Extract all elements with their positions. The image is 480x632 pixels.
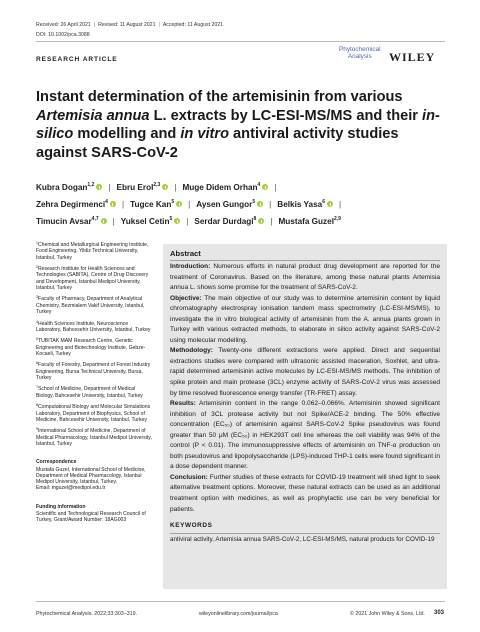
header-divider — [36, 41, 445, 42]
wiley-logo[interactable]: WILEY — [389, 50, 436, 64]
title-text: antiviral activity studies against SARS-CoV-2 — [36, 126, 399, 161]
page-number: 303 — [434, 610, 445, 616]
affiliation: $^1$Chemical and Metallurgical Engineering Institute, Food Engineering, Yildiz Technical University, Istanbul, Turkey — [36, 241, 149, 261]
article-title — [36, 88, 446, 162]
affiliation: $^8$Computational Biology and Molecular Simulations Laboratory, Department of Biophysics, School of Medicine, Bahcesehir University, Istanbul, Turkey — [36, 403, 151, 423]
title-text: L. extracts by LC-ESI-MS/MS and their — [149, 107, 423, 124]
revised-date: Revised: 11 August 2021 — [98, 22, 156, 28]
orcid-icon[interactable] — [258, 218, 264, 224]
article-type: RESEARCH ARTICLE — [36, 56, 118, 63]
author-list — [36, 178, 446, 229]
author[interactable]: Aysen Gungor$^5$ — [196, 200, 263, 209]
abstract-divider — [170, 260, 440, 261]
correspondence-email[interactable]: Email: mguzel@medipol.edu.tr — [36, 485, 106, 492]
author-separator: | — [274, 183, 277, 192]
orcid-icon[interactable] — [174, 218, 180, 224]
title-italic: in vitro — [180, 126, 229, 142]
affiliation: $^9$International School of Medicine, Department of Medical Pharmacology, Istanbul Medipol University, Istanbul, Turkey — [36, 427, 152, 447]
author[interactable]: Kubra Dogan$^{1,2}$ — [36, 183, 102, 192]
author[interactable]: Mustafa Guzel$^{2,9}$ — [278, 216, 341, 226]
affiliation: $^2$Research Institute for Health Sciences and Technologies (SABITA), Centre of Drug Discovery and Development, Istanbul Medipol University, Istanbul, Turkey — [36, 265, 149, 291]
author-line — [36, 195, 446, 212]
doi[interactable]: DOI: 10.1002/pca.3088 — [36, 32, 90, 38]
journal-citation: Phytochemical Analysis. 2022;33:303–319. — [36, 611, 138, 617]
footer-divider — [36, 601, 445, 602]
correspondence-heading: Correspondence — [36, 459, 77, 466]
article-dates — [36, 22, 223, 28]
journal-logo[interactable] — [339, 46, 381, 60]
title-italic: Artemisia annua — [36, 107, 150, 124]
affiliations-column — [36, 240, 154, 524]
received-date: Received: 26 April 2021 — [36, 22, 91, 28]
title-text: modelling and — [73, 126, 181, 142]
orcid-icon[interactable] — [262, 184, 268, 190]
title-italic: in-silico — [36, 107, 440, 142]
orcid-icon[interactable] — [162, 184, 168, 190]
author-separator: | — [186, 217, 189, 226]
author-separator: | — [121, 200, 125, 209]
affiliation: $^5$TUBITAK MAM Research Centre, Genetic Engineering and Biotechnology Institute, Gebze-Kocaeli, Turkey — [36, 337, 146, 357]
abstract-methodology: Methodology: Twenty-one different extractions were applied. Direct and sequential extractions studies were compared with ultrasonic assisted maceration, Soxhlet, and ultra-rapid determined artemisinin active molecules by LC-ESI-MS/MS methods. The inhibition of spike protein and main protease (3CL) enzyme activity of SARS-CoV-2 virus was assessed by time resolved fluorescence energy transfer (TR-FRET) assay. — [170, 347, 440, 397]
affiliation: $^6$Faculty of Forestry, Department of Forest Industry Engineering, Bursa Technical University, Bursa, Turkey — [36, 361, 151, 381]
date-separator: | — [158, 22, 160, 28]
abstract-heading: Abstract — [170, 249, 201, 258]
journal-logo-line2: Analysis — [347, 53, 372, 60]
abstract-introduction: Introduction: Numerous efforts in natural product drug development are reported for the treatment of Coronavirus. Based on the literature, among these natural plants Artemisia annua L. shows some promise for the treatment of SARS-CoV-2. — [170, 263, 440, 292]
orcid-icon[interactable] — [96, 184, 102, 190]
orcid-icon[interactable] — [257, 201, 263, 207]
keywords-divider — [170, 533, 440, 534]
affiliation: $^3$Faculty of Pharmacy, Department of Analytical Chemistry, Bezmialem Vakif University, Istanbul, Turkey — [36, 295, 145, 316]
affiliation: $^4$Health Sciences Institute, Neuroscience Laboratory, Bahcesehir University, Istanbul, Turkey — [36, 319, 151, 333]
affiliation: $^7$School of Medicine, Department of Medical Biology, Bahcesehir University, Istanbul, Turkey — [36, 385, 143, 399]
funding-heading: Funding information — [36, 503, 86, 510]
copyright: © 2021 John Wiley & Sons, Ltd. — [350, 611, 425, 617]
author[interactable]: Zehra Degirmenci$^4$ — [36, 200, 116, 209]
author-separator: | — [108, 183, 111, 192]
keywords-heading: KEYWORDS — [170, 522, 213, 530]
author[interactable]: Serdar Durdagi$^8$ — [194, 217, 264, 226]
author-separator: | — [269, 200, 272, 209]
abstract-objective: Objective: The main objective of our study was to determine artemisinin content by liquid chromatography electrospray ionisation tandem mass spectrometry (LC-ESI-MS/MS), to investigate the in vitro biological activity of artemisinin from the A. annua plants grown in Turkey with various extracted methods, to elaborate in silico activity against SARS-CoV-2 using molecular modelling. — [170, 294, 440, 344]
author-separator: | — [339, 200, 342, 209]
author[interactable]: Tugce Kan$^5$ — [130, 200, 182, 209]
journal-logo-line1: Phytochemical — [339, 46, 381, 53]
date-separator: | — [93, 22, 96, 28]
keywords-text: antiviral activity, Artemisia annua SARS-CoV-2, LC-ESI-MS/MS, natural products for COVID-19 — [170, 535, 435, 543]
author[interactable]: Yuksel Cetin$^5$ — [121, 217, 180, 226]
orcid-icon[interactable] — [110, 201, 116, 207]
orcid-icon[interactable] — [101, 218, 107, 224]
abstract-conclusion: Conclusion: Further studies of these extracts for COVID-19 treatment will shed light to seek alternative treatment options. Moreover, these natural extracts can be used as an additional treatment option with medicines, as well as prophylactic use can be very beneficial for patients. — [170, 473, 440, 513]
abstract-results: Results: Artemisinin content in the range 0.062–0.066%. Artemisinin showed significant inhibition of 3CL protease activity but not Spike/ACE-2 binding. The 50% effective concentration (EC₅₀) of artemisinin against SARS-CoV-2 Spike pseudovirus was found greater than 50 μM (EC₅₀) in HEK293T cell line whereas the cell viability was 94% of the control (P < 0.01). The immunosuppressive effects of artemisinin on TNF-α production on both pseudovirus and lipopolysaccharide (LPS)-induced THP-1 cells were found significant in a dose dependent manner. — [170, 400, 440, 471]
correspondence-text: Mustafa Guzel, International School of Medicine, Department of Medical Pharmacology, Istanbul Medipol University, Istanbul, Turkey. — [36, 466, 146, 486]
author-separator: | — [174, 183, 177, 192]
author[interactable]: Timucin Avsar$^{4,7}$ — [36, 217, 107, 226]
title-text: Instant determination of the artemisinin from various — [36, 89, 403, 105]
abstract-box — [163, 244, 447, 589]
funding-text: Scientific and Technological Research Council of Turkey, Grant/Award Number: 18AG003 — [36, 511, 146, 524]
author-line — [36, 212, 446, 229]
orcid-icon[interactable] — [176, 201, 182, 207]
author[interactable]: Muge Didem Orhan$^4$ — [182, 183, 268, 192]
orcid-icon[interactable] — [327, 201, 333, 207]
author-separator: | — [188, 200, 191, 209]
author-line — [36, 178, 446, 195]
accepted-date: Accepted: 11 August 2021 — [162, 22, 223, 28]
author-separator: | — [112, 217, 115, 226]
journal-url[interactable]: wileyonlinelibrary.com/journal/pca — [199, 611, 278, 617]
author[interactable]: Ebru Erol$^{2,3}$ — [117, 183, 169, 192]
author[interactable]: Belkis Yasa$^6$ — [277, 200, 333, 209]
author-separator: | — [270, 217, 273, 226]
